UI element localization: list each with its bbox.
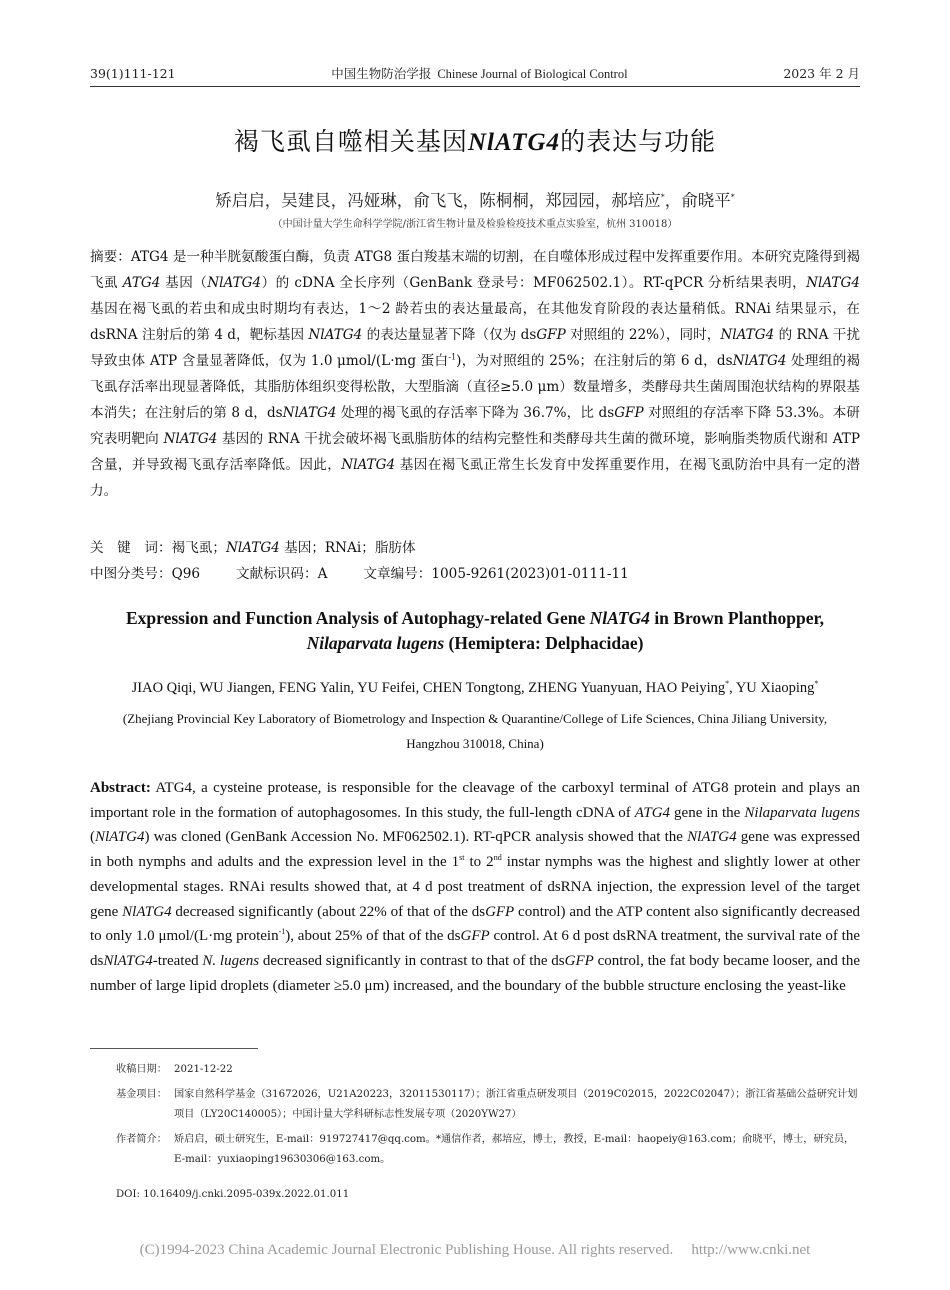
title-cn: 褐飞虱自噬相关基因NlATG4的表达与功能 — [233, 127, 717, 156]
citation: 39(1)111-121 — [90, 66, 176, 81]
authors-cn: 矫启启，吴建艮，冯娅琳，俞飞飞，陈桐桐，郑园园，郝培应*，俞晓平* — [215, 191, 735, 210]
abstract-cn: 摘要：ATG4 是一种半胱氨酸蛋白酶，负责 ATG8 蛋白羧基末端的切割，在自噬体形成过程中发挥重要作用。本研究克隆得到褐飞虱 ATG4 基因（NlATG4）的 cDNA 全长序列（GenBank 登录号：MF062502.1）。RT-qPCR 分析结果表明，NlATG4 基因在褐飞虱的若虫和成虫时期均有表达，1～2 龄若虫的表达量最高，在其他发育阶段的表达量稍低。RNAi 结果显示，在 dsRNA 注射后的第 4 d，靶标基因 NlATG4 的表达量显著下降（仅为 dsGFP 对照组的 22%），同时，NlATG4 的 RNA 干扰导致虫体 ATP 含量显著降低，仅为 1.0 μmol/(L·mg 蛋白$^{-1}$)，为对照组的 25%；在注射后的第 6 d，dsNlATG4 处理组的褐飞虱存活率出现显著降低，其脂肪体组织变得松散，大型脂滴（直径≥5.0 μm）数量增多，类酵母共生菌周围泡状结构的界限基本消失；在注射后的第 8 d，dsNlATG4 处理的褐飞虱的存活率下降为 36.7%，比 dsGFP 对照组的存活率下降 53.3%。本研究表明靶向 NlATG4 基因的 RNA 干扰会破坏褐飞虱脂肪体的结构完整性和类酵母共生菌的微环境，影响脂类物质代谢和 ATP 含量，并导致褐飞虱存活率降低。因此，NlATG4 基因在褐飞虱正常生长发育中发挥重要作用，在褐飞虱防治中具有一定的潜力。 — [90, 249, 861, 499]
document-code: 文献标识码：A — [236, 566, 328, 582]
issue-date: 2023 年 2 月 — [783, 66, 860, 81]
footnotes — [116, 1060, 860, 1175]
clc-number: 中图分类号：Q96 — [90, 566, 201, 582]
abstract-en-label: Abstract: — [90, 780, 151, 796]
abstract-cn-label: 摘要： — [90, 249, 131, 265]
article-number: 文章编号：1005-9261(2023)01-0111-11 — [363, 566, 629, 582]
authors-en: JIAO Qiqi, WU Jiangen, FENG Yalin, YU Feifei, CHEN Tongtong, ZHENG Yuanyuan, HAO Peiying*, YU Xiaoping* — [131, 679, 819, 696]
affiliation-cn: （中国计量大学生命科学学院/浙江省生物计量及检验检疫技术重点实验室，杭州 310018） — [272, 219, 678, 230]
running-head — [90, 64, 860, 82]
title-en: Expression and Function Analysis of Autophagy-related Gene NlATG4 in Brown Planthopper, Nilaparvata lugens (Hemiptera: Delphacidae) — [125, 608, 825, 653]
journal-name: 中国生物防治学报 Chinese Journal of Biological Control — [331, 66, 628, 81]
footnote-divider — [90, 1048, 258, 1049]
affiliation-en: (Zhejiang Provincial Key Laboratory of Biometrology and Inspection & Quarantine/College of Life Sciences, China Jiliang University, Hangzhou 310018, China) — [122, 711, 828, 751]
abstract-en: Abstract: ATG4, a cysteine protease, is responsible for the cleavage of the carboxyl terminal of ATG8 protein and plays an important role in the formation of autophagosomes. In this study, the full-length cDNA of ATG4 gene in the Nilaparvata lugens (NlATG4) was cloned (GenBank Accession No. MF062502.1). RT-qPCR analysis showed that the NlATG4 gene was expressed in both nymphs and adults and the expression level in the 1st to 2nd instar nymphs was the highest and slightly lower at other developmental stages. RNAi results showed that, at 4 d post treatment of dsRNA injection, the expression level of the target gene NlATG4 decreased significantly (about 22% of that of the dsGFP control) and the ATP content also significantly decreased to only 1.0 μmol/(L·mg protein$^{-1}$), about 25% of that of the dsGFP control. At 6 d post dsRNA treatment, the survival rate of the dsNlATG4-treated N. lugens decreased significantly in contrast to that of the dsGFP control, the fat body became looser, and the number of large lipid droplets (diameter ≥5.0 μm) increased, and the boundary of the bubble structure enclosing the yeast-like — [90, 780, 861, 994]
classification-line — [90, 562, 860, 582]
copyright-watermark: (C)1994-2023 China Academic Journal Electronic Publishing House. All rights reserved. http://www.cnki.net — [139, 1242, 811, 1258]
header-divider — [90, 86, 860, 87]
footnote-funding: 基金项目： 国家自然科学基金（31672026，U21A20223，32011530117）；浙江省重点研发项目（2019C02015，2022C02047）；浙江省基础公益研究计划项目（LY20C140005）；中国计量大学科研标志性发展专项（2020YW27） — [116, 1089, 858, 1120]
footnote-author-bio: 作者简介： 矫启启，硕士研究生，E-mail：919727417@qq.com。*通信作者，郝培应，博士，教授，E-mail：haopeiy@163.com；俞晓平，博士，研究员，E-mail：yuxiaoping19630306@163.com。 — [116, 1134, 855, 1165]
cnki-link[interactable]: http://www.cnki.net — [691, 1242, 811, 1258]
doi: DOI: 10.16409/j.cnki.2095-039x.2022.01.011 — [116, 1189, 350, 1200]
keywords-cn: 关 键 词：褐飞虱；NlATG4 基因；RNAi；脂肪体 — [90, 540, 416, 556]
footnote-received: 收稿日期： 2021-12-22 — [116, 1064, 233, 1075]
